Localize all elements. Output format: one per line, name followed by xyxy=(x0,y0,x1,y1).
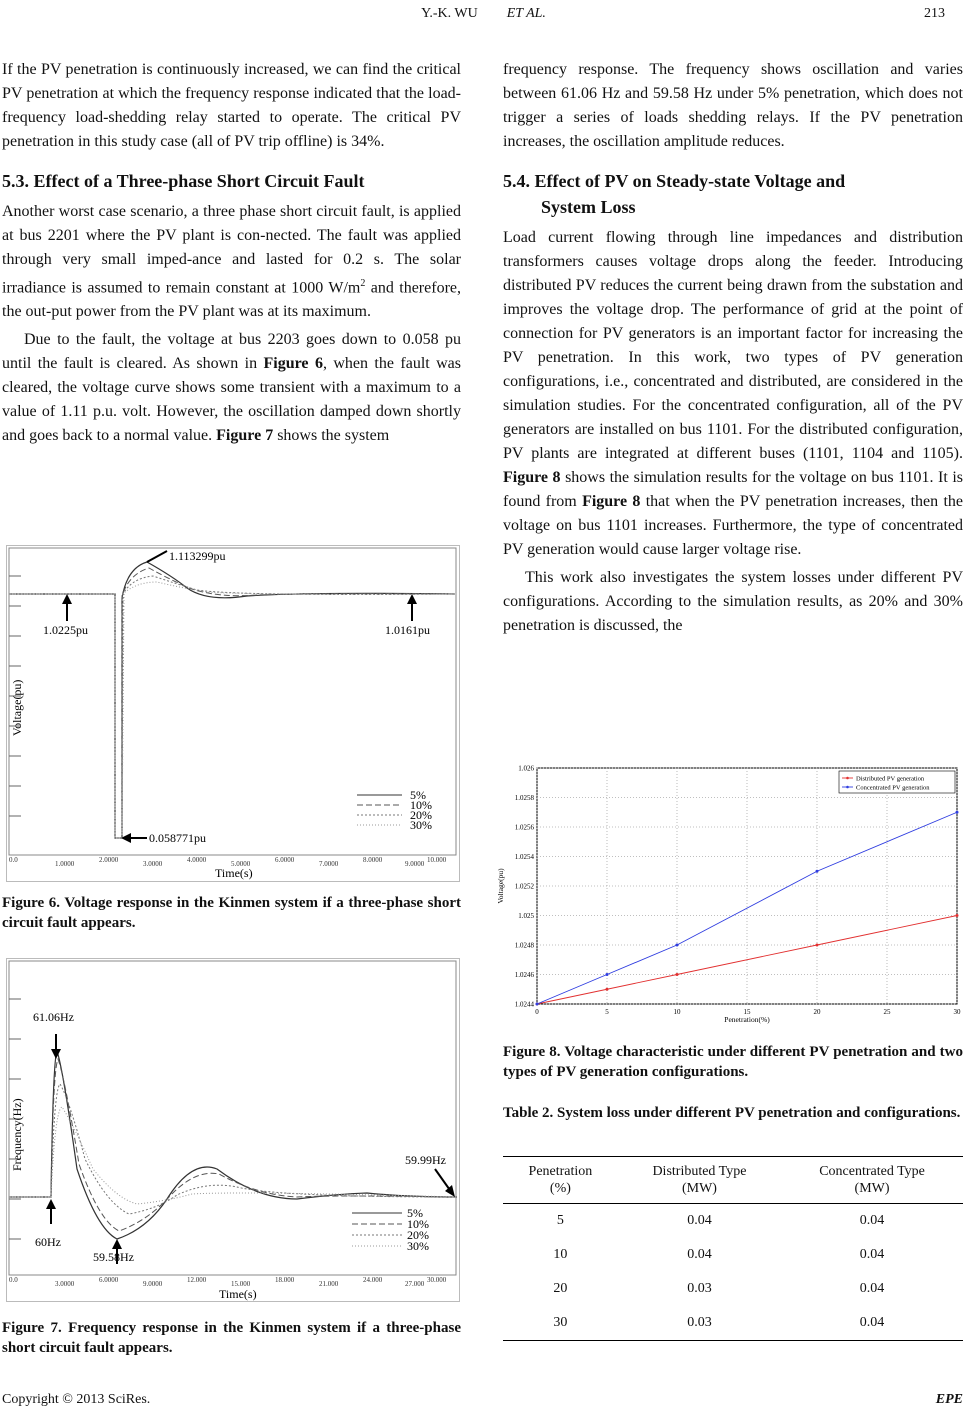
svg-text:7.0000: 7.0000 xyxy=(319,860,339,868)
fig8-ytick-label: 1.0252 xyxy=(514,882,534,891)
table-cell: 5 xyxy=(556,1213,564,1228)
fig6-ann-post: 1.0161pu xyxy=(385,623,430,637)
fig6-curve-10 xyxy=(9,568,455,838)
fig7-ann-end: 59.99Hz xyxy=(405,1153,446,1167)
fig7-curve-5 xyxy=(9,1051,457,1239)
table-header-cell: Penetration (%) xyxy=(503,1157,618,1204)
fig6-ann-pre: 1.0225pu xyxy=(43,623,88,637)
table-cell: 0.03 xyxy=(687,1281,712,1296)
svg-text:30%: 30% xyxy=(410,818,432,832)
svg-text:30.000: 30.000 xyxy=(427,1276,447,1284)
table-2-caption: Table 2. System loss under different PV penetration and configurations. xyxy=(503,1105,961,1121)
right-paragraph-1: frequency response. The frequency shows oscillation and varies between 61.06 Hz and 59.58 Hz under 5% penetration, which does not trigger a series of loads shedding relays. If the PV penetration increases, the oscillation amplitude reduces. xyxy=(503,61,963,150)
fig8-ytick-label: 1.0248 xyxy=(514,941,534,950)
fig7-ann-max: 61.06Hz xyxy=(33,1010,74,1024)
left-paragraph-1: If the PV penetration is continuously increased, we can find the critical PV penetration at which the frequency response indicated that the load-frequency load-shedding relay started to operate. The critical PV penetration in this study case (all of PV trip offline) is 34%. xyxy=(2,61,461,150)
fig6-curve-5 xyxy=(9,562,455,838)
fig8-ytick-label: 1.026 xyxy=(518,764,534,773)
svg-text:24.000: 24.000 xyxy=(363,1276,383,1284)
fig8-data-point xyxy=(816,870,819,873)
fig8-xtick-label: 15 xyxy=(743,1008,751,1016)
svg-text:5%: 5% xyxy=(407,1206,423,1220)
fig6-curve-20 xyxy=(9,576,455,838)
fig8-ytick-label: 1.0254 xyxy=(514,853,534,861)
header-etal: ET AL. xyxy=(506,6,546,21)
header-authors: Y.-K. WU xyxy=(421,6,478,21)
figure-8-caption: Figure 8. Voltage characteristic under different PV penetration and two types of PV generation configurations. xyxy=(503,1044,963,1080)
svg-text:12.000: 12.000 xyxy=(187,1276,207,1284)
table-row xyxy=(503,1272,963,1306)
fig8-data-point xyxy=(536,1003,539,1006)
svg-text:10%: 10% xyxy=(407,1217,429,1231)
table-cell: 0.04 xyxy=(859,1281,885,1296)
running-header xyxy=(0,6,967,22)
footer-copyright: Copyright © 2013 SciRes. xyxy=(2,1392,151,1407)
fig8-data-point xyxy=(816,944,819,947)
fig8-ylabel: Voltage(pu) xyxy=(496,868,505,904)
fig7-curve-30 xyxy=(9,1107,457,1204)
figure-7-plot xyxy=(7,959,459,1301)
fig6-ann-min: 0.058771pu xyxy=(149,831,206,845)
fig8-legend-label: Concentrated PV generation xyxy=(856,784,930,792)
svg-text:10.000: 10.000 xyxy=(427,856,447,864)
figure-8-chart xyxy=(493,760,963,1030)
left-paragraph-3: Due to the fault, the voltage at bus 2203 goes down to 0.058 pu until the fault is cleared. As shown in Figure 6, when the fault was cleared, the voltage curve shows some transient with a maximum to a value of 1.11 p.u. volt. However, the oscillation damped down shortly and goes back to a normal value. Figure 7 shows the system xyxy=(2,331,462,445)
table-header-cell: Distributed Type (MW) xyxy=(618,1157,781,1204)
page-number: 213 xyxy=(924,6,945,21)
svg-text:21.000: 21.000 xyxy=(319,1280,339,1288)
fig6-ylabel: Voltage(pu) xyxy=(10,679,24,736)
fig8-xtick-label: 20 xyxy=(813,1008,821,1016)
table-cell: 20 xyxy=(553,1281,568,1296)
fig8-data-point xyxy=(676,944,679,947)
svg-text:0.0: 0.0 xyxy=(9,856,18,864)
svg-text:0.0: 0.0 xyxy=(9,1276,18,1284)
svg-text:30%: 30% xyxy=(407,1239,429,1253)
fig7-ann-min: 59.58Hz xyxy=(93,1250,134,1264)
svg-text:8.0000: 8.0000 xyxy=(363,856,383,864)
svg-text:3.0000: 3.0000 xyxy=(143,860,163,868)
table-header-cell: Concentrated Type (MW) xyxy=(781,1157,963,1204)
fig8-ytick-label: 1.0246 xyxy=(514,971,534,979)
fig6-xlabel: Time(s) xyxy=(215,866,253,880)
figure-8 xyxy=(493,760,963,1030)
svg-text:4.0000: 4.0000 xyxy=(187,856,207,864)
fig8-ytick-label: 1.0258 xyxy=(514,794,534,802)
fig8-data-point xyxy=(606,988,609,991)
fig7-ann-base: 60Hz xyxy=(35,1235,61,1249)
fig7-ylabel: Frequency(Hz) xyxy=(10,1098,24,1171)
figure-7 xyxy=(6,958,460,1302)
fig8-legend-label: Distributed PV generation xyxy=(856,775,925,783)
table-cell: 10 xyxy=(553,1247,568,1262)
table-2-grid xyxy=(503,1156,963,1341)
fig8-xtick-label: 0 xyxy=(535,1008,539,1016)
left-paragraph-2: Another worst case scenario, a three phase short circuit fault, is applied at bus 2201 where the PV plant is con-nected. The fault was applied through very small imped-ance and lasted for 0.2 s. The solar irradiance is assumed to remain constant at 1000 $W/m^2$ and therefore, the out-put power from the PV plant was at its maximum. xyxy=(2,203,461,321)
table-cell: 0.04 xyxy=(687,1213,712,1228)
fig7-xlabel: Time(s) xyxy=(219,1287,257,1301)
fig8-data-point xyxy=(676,973,679,976)
right-paragraph-2: Load current flowing through line impedances and distribution transformers causes voltage drops along the feeder. Introducing distributed PV reduces the current being drawn from the substation and improves the voltage drop. The performance of grid at the point of connection for PV generators is an important factor for increasing the PV penetration. In this work, two types of PV generation configurations, i.e., concentrated and distributed, are considered in the simulation studies. For the concentrated configuration, all of the PV generators are installed on bus 1101. For the distributed configuration, PV plants are integrated at different buses (1101, 1104 and 1105). Figure 8 shows the simulation results for the voltage on bus 1101. It is found from Figure 8 that when the PV penetration increases, then the voltage on bus 1101 increases. Furthermore, the type of concentrated PV generation would cause larger voltage rise. xyxy=(503,229,963,558)
svg-text:2.0000: 2.0000 xyxy=(99,856,119,864)
fig8-data-point xyxy=(956,811,959,814)
table-cell: 0.04 xyxy=(781,1306,963,1341)
svg-text:15.000: 15.000 xyxy=(231,1280,251,1288)
fig8-data-point xyxy=(956,914,959,917)
svg-text:18.000: 18.000 xyxy=(275,1276,295,1284)
table-row xyxy=(503,1306,963,1341)
svg-text:3.0000: 3.0000 xyxy=(55,1280,75,1288)
table-cell: 0.04 xyxy=(859,1213,885,1228)
fig8-xlabel: Penetration(%) xyxy=(724,1015,770,1024)
fig8-legend-marker xyxy=(846,777,849,780)
fig8-xtick-label: 10 xyxy=(673,1008,681,1016)
fig6-curve-30 xyxy=(9,582,455,838)
table-row xyxy=(503,1204,963,1239)
fig8-data-point xyxy=(606,973,609,976)
fig6-legend xyxy=(357,788,432,832)
fig8-xtick-label: 30 xyxy=(953,1008,961,1016)
fig8-xtick-label: 25 xyxy=(883,1008,891,1016)
table-row xyxy=(503,1238,963,1272)
svg-text:9.0000: 9.0000 xyxy=(143,1280,163,1288)
fig6-ann-max: 1.113299pu xyxy=(169,549,226,563)
fig8-ytick-label: 1.025 xyxy=(518,912,534,920)
table-2 xyxy=(503,1156,963,1341)
table-cell: 0.04 xyxy=(687,1247,712,1262)
svg-text:5.0000: 5.0000 xyxy=(231,860,251,868)
svg-text:20%: 20% xyxy=(407,1228,429,1242)
right-paragraph-3: This work also investigates the system losses under different PV configurations. According to the simulation results, as 20% and 30% penetration is discussed, the xyxy=(503,569,963,634)
section-5-3-heading: 5.3. Effect of a Three-phase Short Circuit Fault xyxy=(2,171,365,191)
svg-text:6.0000: 6.0000 xyxy=(275,856,295,864)
fig8-legend-marker xyxy=(846,786,849,789)
figure-6-caption: Figure 6. Voltage response in the Kinmen system if a three-phase short circuit fault appears. xyxy=(2,895,461,931)
right-column-top xyxy=(503,58,963,638)
fig7-legend xyxy=(352,1206,429,1253)
table-cell: 30 xyxy=(503,1306,618,1341)
svg-text:20%: 20% xyxy=(410,808,432,822)
svg-text:6.0000: 6.0000 xyxy=(99,1276,119,1284)
svg-text:27.000: 27.000 xyxy=(405,1280,425,1288)
section-5-4-heading: 5.4. Effect of PV on Steady-state Voltage and System Loss xyxy=(503,171,846,217)
svg-text:10%: 10% xyxy=(410,798,432,812)
fig8-ytick-label: 1.0256 xyxy=(514,823,534,832)
table-cell: 0.04 xyxy=(859,1247,885,1262)
figure-7-caption: Figure 7. Frequency response in the Kinmen system if a three-phase short circuit fault appears. xyxy=(2,1320,461,1356)
fig8-ytick-label: 1.0244 xyxy=(514,1000,534,1009)
fig8-xtick-label: 5 xyxy=(605,1008,609,1016)
footer-journal: EPE xyxy=(935,1392,963,1407)
svg-text:1.0000: 1.0000 xyxy=(55,860,75,868)
fig7-curve-10 xyxy=(9,1059,457,1231)
left-column-top xyxy=(2,58,461,448)
svg-text:9.0000: 9.0000 xyxy=(405,860,425,868)
svg-text:5%: 5% xyxy=(410,788,426,802)
figure-6-plot xyxy=(7,546,459,881)
figure-6 xyxy=(6,545,460,882)
table-cell: 0.03 xyxy=(618,1306,781,1341)
